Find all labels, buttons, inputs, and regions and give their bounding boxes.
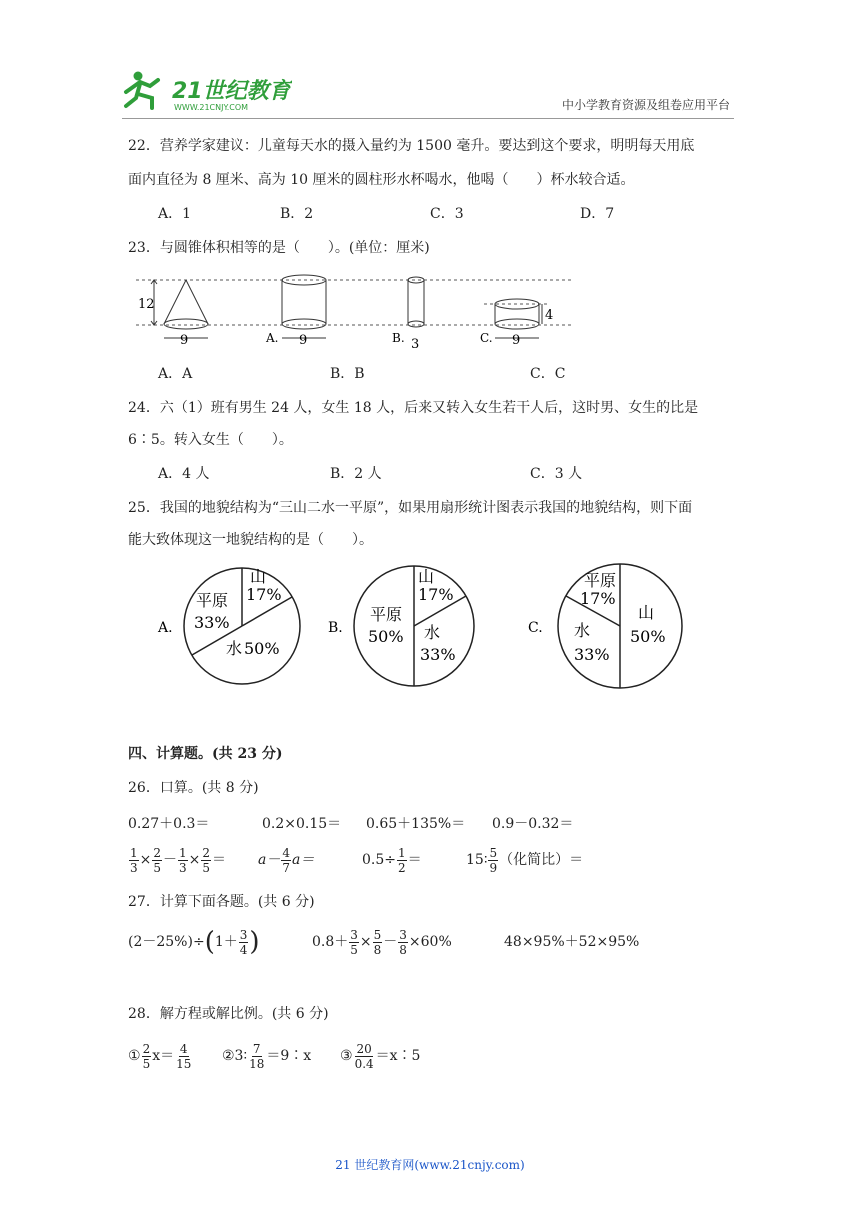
q26-expr-1: 0.27＋0.3＝ (128, 816, 210, 832)
q27-expr-2: 0.8＋ $\frac{3}{5}$ × $\frac{5}{8}$ － $\frac{3}{8}$ ×60% (312, 927, 452, 957)
q22-line2: 面内直径为 8 厘米、高为 10 厘米的圆柱形水杯喝水，他喝（ ）杯水较合适。 (128, 172, 635, 188)
pie-b (328, 566, 474, 686)
pie-c (528, 564, 682, 688)
cylinder-a-diameter: 9 (299, 333, 308, 348)
q22-option-d: D．7 (580, 206, 615, 222)
section-4-title: 四、计算题。(共 23 分) (128, 746, 283, 762)
q24-option-b: B．2 人 (330, 466, 382, 482)
q23-option-b: B．B (330, 366, 365, 382)
q26-expr-7: 0.5÷ $\frac{1}{2}$ ＝ (362, 845, 422, 875)
q22-line1: 22．营养学家建议：儿童每天水的摄入量约为 1500 毫升。要达到这个要求，明明每天用底 (128, 138, 695, 154)
q24-line2: 6∶5。转入女生（ ）。 (128, 432, 293, 448)
cylinder-b-figure (392, 277, 424, 352)
pie-c-slice-pct-1: 17% (580, 589, 616, 608)
q27-title: 27．计算下面各题。(共 6 分) (128, 894, 315, 910)
cylinder-a-figure (265, 275, 326, 348)
q26-expr-8: 15∶ $\frac{5}{9}$ （化简比）＝ (466, 845, 584, 875)
pie-c-slice-name-3: 山 (638, 603, 655, 622)
q26-expr-3: 0.65＋135%＝ (366, 816, 466, 832)
q28-expr-3: ③ $\frac{20}{0.4}$ ＝x∶5 (340, 1041, 421, 1071)
cylinder-c-diameter: 9 (512, 333, 521, 348)
pie-a (157, 567, 300, 684)
pie-a-label: A. (158, 620, 173, 636)
q26-expr-5: $\frac{1}{3}$ × $\frac{2}{5}$ － $\frac{1}{3}$ × $\frac{2}{5}$ ＝ (130, 845, 227, 875)
cylinder-c-figure (480, 299, 553, 348)
cylinder-b-diameter: 3 (411, 337, 420, 352)
q23-figure (128, 268, 578, 352)
cone-diameter-label: 9 (180, 333, 189, 348)
pie-b-slice-name-3: 水 (424, 623, 441, 642)
q22-option-a: A．1 (158, 206, 192, 222)
logo-url: WWW.21CNJY.COM (174, 103, 249, 112)
q26-expr-6: a－ $\frac{4}{7}$ a＝ (258, 845, 315, 875)
q25-pie-figures (150, 560, 690, 694)
q22-option-b: B．2 (280, 206, 314, 222)
cylinder-b-label: B. (392, 331, 405, 345)
q22-option-c: C．3 (430, 206, 464, 222)
q28-title: 28．解方程或解比例。(共 6 分) (128, 1006, 329, 1022)
cone-height-label: 12 (138, 297, 155, 312)
site-name: 中小学教育资源及组卷应用平台 (561, 98, 730, 112)
cylinder-c-height: 4 (545, 308, 554, 323)
q25-line1: 25．我国的地貌结构为“三山二水一平原”，如果用扇形统计图表示我国的地貌结构，则下面 (128, 500, 693, 516)
q28-expr-2: ②3∶ $\frac{7}{18}$ ＝9∶x (222, 1041, 312, 1071)
q26-expr-4: 0.9－0.32＝ (492, 816, 574, 832)
pie-b-slice-pct-3: 33% (420, 645, 456, 664)
q23-stem: 23．与圆锥体积相等的是（ ）。(单位：厘米) (128, 240, 430, 256)
q27-expr-3: 48×95%＋52×95% (504, 934, 640, 950)
pie-a-slice-pct-1: 17% (246, 585, 282, 604)
pie-a-slice-pct-2: 33% (194, 613, 230, 632)
pie-c-label: C. (528, 620, 543, 636)
q23-option-a: A．A (158, 366, 193, 382)
q24-option-a: A．4 人 (158, 466, 210, 482)
pie-b-label: B. (328, 620, 343, 636)
pie-a-slice-name-3: 水 (226, 639, 243, 658)
q24-line1: 24．六（1）班有男生 24 人，女生 18 人，后来又转入女生若干人后，这时男、女生的比是 (128, 400, 699, 416)
pie-b-slice-pct-1: 17% (418, 585, 454, 604)
q28-expr-1: ① $\frac{2}{5}$ x＝ $\frac{4}{15}$ (128, 1041, 192, 1071)
site-logo (122, 68, 292, 114)
cone-figure (138, 280, 208, 348)
q26-title: 26．口算。(共 8 分) (128, 780, 259, 796)
pie-b-slice-name-2: 平原 (370, 605, 403, 624)
q26-expr-2: 0.2×0.15＝ (262, 816, 342, 832)
pie-c-slice-pct-2: 33% (574, 645, 610, 664)
q27-expr-1: (2－25%)÷ ( 1＋ $\frac{3}{4}$ ) (128, 927, 260, 957)
pie-a-slice-name-1: 山 (250, 567, 267, 586)
pie-c-slice-name-1: 平原 (584, 571, 617, 590)
cylinder-a-label: A. (266, 331, 279, 345)
pie-c-slice-name-2: 水 (574, 621, 591, 640)
logo-text: 21世纪教育 (172, 79, 291, 104)
pie-c-slice-pct-3: 50% (630, 627, 666, 646)
runner-icon (126, 72, 158, 109)
footer-link[interactable]: 21 世纪教育网(www.21cnjy.com) (335, 1158, 525, 1172)
header-divider (122, 118, 734, 119)
cylinder-c-label: C. (480, 331, 493, 345)
q24-option-c: C．3 人 (530, 466, 583, 482)
pie-b-slice-pct-2: 50% (368, 627, 404, 646)
pie-b-slice-name-1: 山 (418, 567, 435, 586)
q23-option-c: C．C (530, 366, 566, 382)
pie-a-slice-pct-3: 50% (244, 639, 280, 658)
pie-a-slice-name-2: 平原 (196, 591, 229, 610)
q25-line2: 能大致体现这一地貌结构的是（ ）。 (128, 532, 373, 548)
